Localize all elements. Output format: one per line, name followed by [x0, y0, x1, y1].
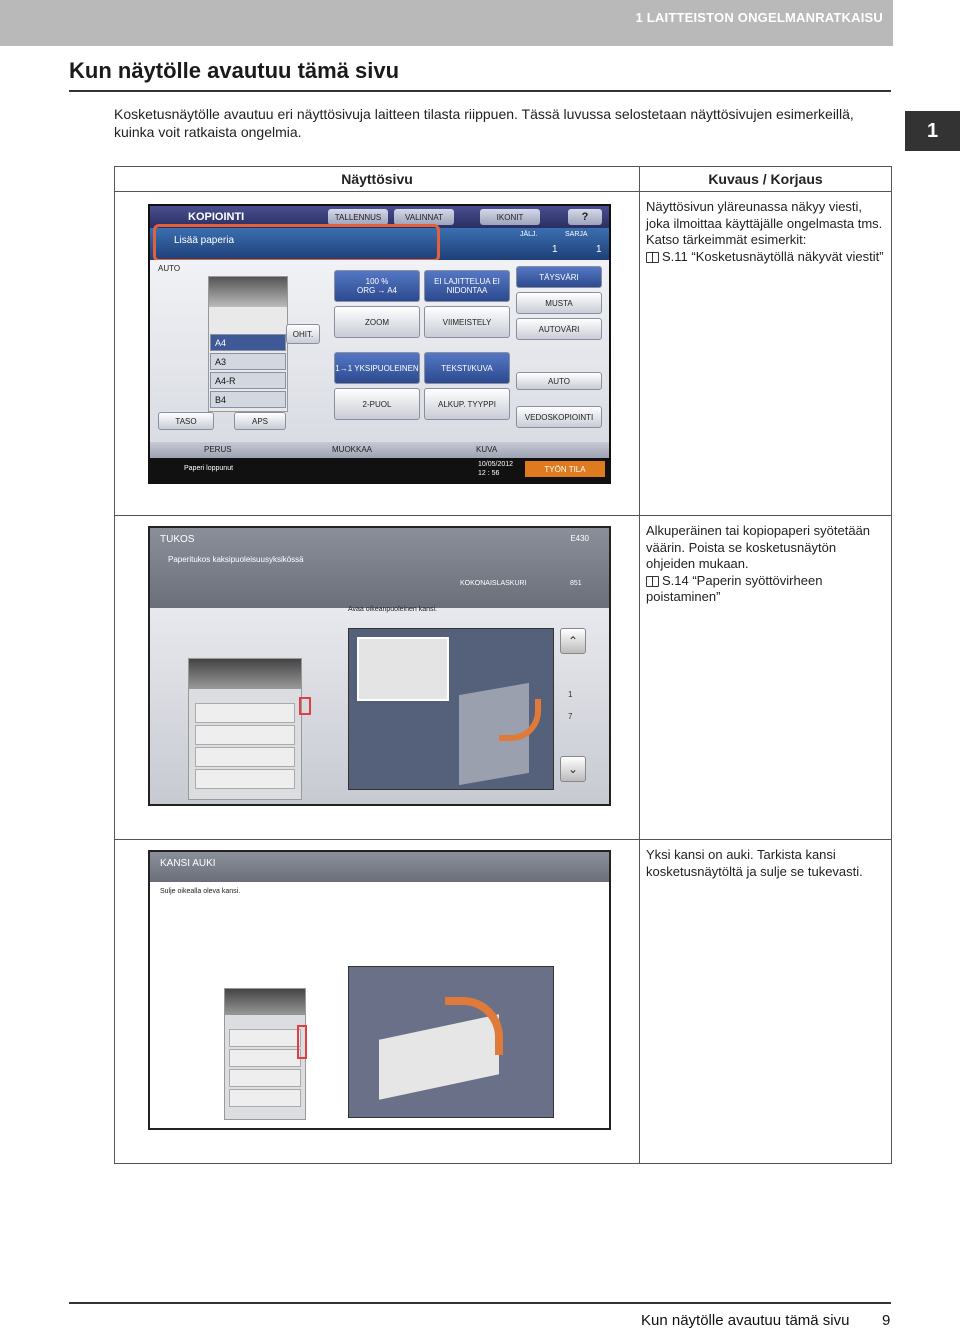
- instruction-text: Avaa oikeanpuoleinen kansi.: [348, 606, 437, 613]
- tray-a3[interactable]: A3: [210, 353, 286, 370]
- description-text: Alkuperäinen tai kopiopaperi syötetään väärin. Poista se kosketusnäytön ohjeiden mukaan.: [646, 523, 871, 571]
- cover-photo: [348, 628, 554, 790]
- copies-value: 1: [552, 244, 558, 255]
- col-header-description: Kuvaus / Korjaus: [640, 167, 892, 192]
- description-text: Näyttösivun yläreunassa näkyy viesti, joka ilmoittaa käyttäjälle ongelmasta tms. Katso tärkeimmät esimerkit:: [646, 199, 883, 247]
- size-value: A4: [387, 286, 398, 295]
- copy-screen: [148, 204, 611, 484]
- title-rule: [69, 90, 891, 92]
- screen-body: [150, 608, 609, 804]
- page-title: Kun näytölle avautuu tämä sivu: [69, 58, 400, 83]
- duplex-button[interactable]: 2-PUOL: [334, 388, 420, 420]
- description-text: Yksi kansi on auki. Tarkista kansi kosketusnäytöltä ja sulje se tukevasti.: [646, 847, 863, 879]
- col-header-screen: Näyttösivu: [115, 167, 640, 192]
- footer-rule: [69, 1302, 891, 1304]
- copies-label: JÄLJ.: [520, 231, 538, 238]
- bottom-tabs: [150, 442, 609, 458]
- ratio-value: 100 %: [365, 277, 389, 286]
- table-row: [115, 840, 892, 1164]
- instruction-text: Sulje oikealla oleva kansi.: [160, 888, 241, 895]
- datetime: [478, 460, 513, 478]
- tray-a4r[interactable]: A4-R: [210, 372, 286, 389]
- sets-label: SARJA: [565, 231, 588, 238]
- footer-title: Kun näytölle avautuu tämä sivu: [641, 1312, 850, 1329]
- sets-value: 1: [596, 244, 602, 255]
- cover-open-screen: [148, 850, 611, 1130]
- page-reference: S.14 “Paperin syöttövirheen poistaminen”: [646, 572, 823, 604]
- error-code: E430: [570, 534, 589, 543]
- screen-title: TUKOS: [160, 534, 195, 545]
- finishing-button[interactable]: VIIMEISTELY: [424, 306, 510, 338]
- job-status-button[interactable]: TYÖN TILA: [525, 461, 605, 477]
- page-reference: S.11 “Kosketusnäytöllä näkyvät viestit”: [662, 248, 884, 264]
- copier-illustration: [224, 988, 306, 1120]
- tab-tallennus[interactable]: TALLENNUS: [328, 209, 388, 225]
- duplex-mode-display[interactable]: 1→1 YKSIPUOLEINEN: [334, 352, 420, 384]
- original-type-button[interactable]: ALKUP. TYYPPI: [424, 388, 510, 420]
- book-icon: [646, 576, 659, 586]
- full-color-button[interactable]: TÄYSVÄRI: [516, 266, 602, 288]
- book-icon: [646, 252, 659, 262]
- bypass-button[interactable]: OHIT.: [286, 324, 320, 344]
- aps-button[interactable]: APS: [234, 412, 286, 430]
- chapter-title: 1 LAITTEISTON ONGELMANRATKAISU: [635, 10, 883, 25]
- screen-body: [150, 260, 609, 442]
- copier-illustration: [188, 658, 302, 800]
- page-current: 1: [568, 690, 573, 699]
- zoom-button[interactable]: ZOOM: [334, 306, 420, 338]
- running-header: [0, 0, 893, 46]
- density-auto-button[interactable]: AUTO: [516, 372, 602, 390]
- tab-valinnat[interactable]: VALINNAT: [394, 209, 454, 225]
- tab-kuva[interactable]: KUVA: [476, 445, 498, 454]
- message-highlight: [153, 224, 440, 262]
- description-cell: [640, 516, 892, 840]
- screens-table: [114, 166, 892, 1164]
- scroll-up-button[interactable]: ⌃: [560, 628, 586, 654]
- tab-ikonit[interactable]: IKONIT: [480, 209, 540, 225]
- org-label: ORG: [356, 286, 376, 295]
- black-button[interactable]: MUSTA: [516, 292, 602, 314]
- jam-screen: [148, 526, 611, 806]
- counter-value: 851: [570, 580, 582, 587]
- screen-image-cell: [115, 192, 640, 516]
- status-bar: [150, 458, 609, 482]
- screen-header: [150, 852, 609, 882]
- text-photo-display[interactable]: TEKSTI/KUVA: [424, 352, 510, 384]
- scroll-down-button[interactable]: ⌄: [560, 756, 586, 782]
- cover-photo: [348, 966, 554, 1118]
- message-text: Lisää paperia: [174, 235, 235, 246]
- time-value: 12 : 56: [478, 470, 500, 477]
- screen-body: [150, 882, 609, 1128]
- sort-status[interactable]: EI LAJITTELUA EI NIDONTAA: [424, 270, 510, 302]
- date-value: 10/05/2012: [478, 461, 514, 468]
- tray-b4[interactable]: B4: [210, 391, 286, 408]
- autocolor-button[interactable]: AUTOVÄRI: [516, 318, 602, 340]
- page-number: 9: [882, 1312, 891, 1329]
- description-cell: [640, 840, 892, 1164]
- table-row: [115, 192, 892, 516]
- counter-label: KOKONAISLASKURI: [460, 580, 527, 587]
- page-total: 7: [568, 712, 573, 721]
- help-button[interactable]: ?: [568, 209, 602, 225]
- tab-muokkaa[interactable]: MUOKKAA: [332, 445, 373, 454]
- arrow-glyph: →: [377, 286, 386, 295]
- level-button[interactable]: TASO: [158, 412, 214, 430]
- description-cell: [640, 192, 892, 516]
- ratio-display[interactable]: [334, 270, 420, 302]
- tray-a4[interactable]: A4: [210, 334, 286, 351]
- screen-title: KOPIOINTI: [188, 211, 245, 223]
- chapter-tab: 1: [905, 111, 960, 151]
- proof-copy-button[interactable]: VEDOSKOPIOINTI: [516, 406, 602, 428]
- screen-title: KANSI AUKI: [160, 858, 216, 869]
- screen-header: [150, 528, 609, 608]
- screen-subtitle: Paperitukos kaksipuoleisuusyksikössä: [168, 555, 304, 564]
- screen-image-cell: [115, 516, 640, 840]
- tab-perus[interactable]: PERUS: [204, 445, 232, 454]
- screen-image-cell: [115, 840, 640, 1164]
- status-text: Paperi loppunut: [184, 465, 234, 472]
- intro-paragraph: Kosketusnäytölle avautuu eri näyttösivuja laitteen tilasta riippuen. Tässä luvussa selostetaan näyttösivujen esimerkeillä, kuinka voit ratkaista ongelmia.: [114, 106, 854, 140]
- table-row: [115, 516, 892, 840]
- auto-label: AUTO: [158, 264, 181, 273]
